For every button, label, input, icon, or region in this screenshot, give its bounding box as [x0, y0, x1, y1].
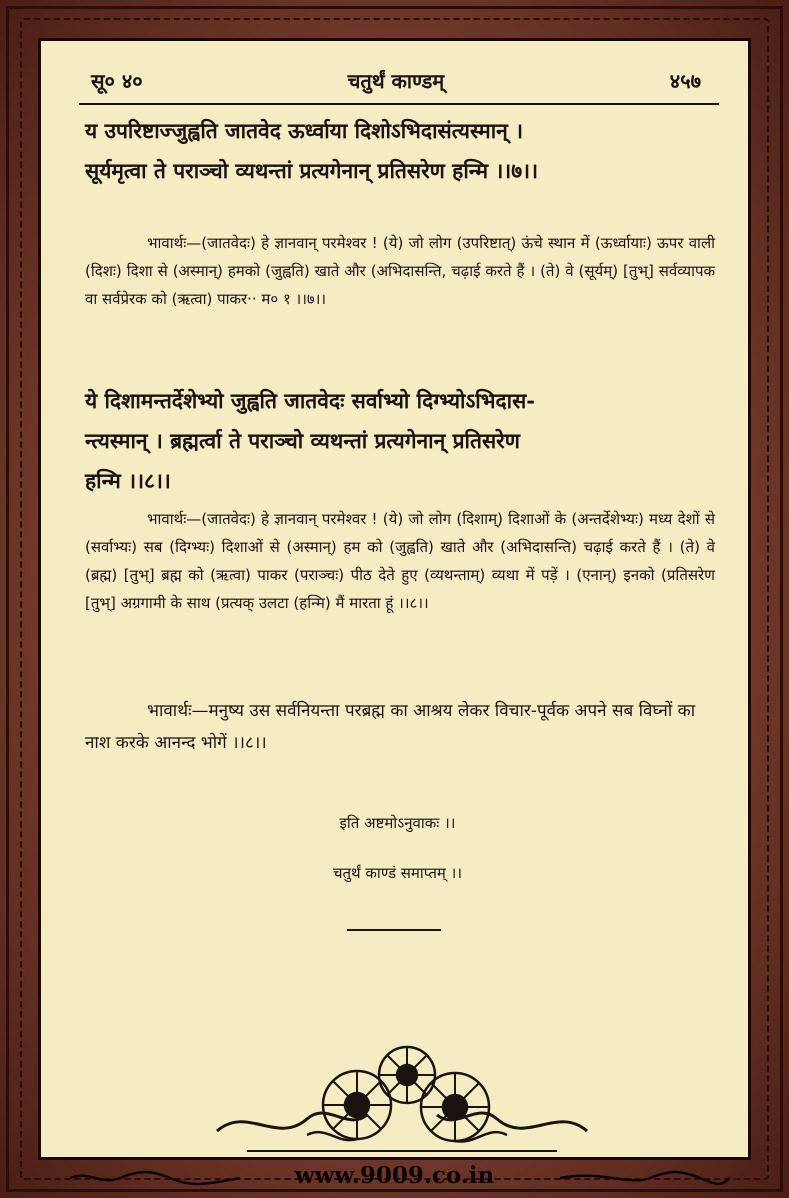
- verse-8-line-2: न्त्यस्मान् । ब्रह्मर्त्वा ते पराञ्चो व्यथन्तां प्रत्यगेनान् प्रतिसरेण: [85, 428, 520, 453]
- header-divider: [79, 103, 719, 105]
- verse-7-line-1: य उपरिष्टाज्जुह्वति जातवेद ऊर्ध्वाया दिशोऽभिदासंत्यस्मान् ।: [85, 118, 524, 143]
- floral-ornament-icon: [207, 1035, 597, 1159]
- anuvaka-end: इति अष्टमोऽनुवाकः ।।: [339, 814, 456, 832]
- sukta-number: सू० ४०: [91, 69, 143, 93]
- bhavarth-7: भावार्थः—(जातवेदः) हे ज्ञानवान् परमेश्वर ! (ये) जो लोग (उपरिष्टात्) ऊंचे स्थान में (ऊर्ध्वायाः) ऊपर वाली (दिशः) दिशा से (अस्मान्) हमको (जुह्वति) खाते और (अभिदासन्ति, चढ़ाई करते हैं । (ते) वे (सूर्यम्) [तुभ्] सर्वव्यापक वा सर्वप्रेरक को (ऋत्वा) पाकर·· म० १ ।।७।।: [85, 234, 715, 308]
- scripture-page: [38, 38, 751, 1160]
- verse-8: [85, 381, 725, 501]
- verse-7: [85, 111, 725, 191]
- bhavarth-8: भावार्थः—(जातवेदः) हे ज्ञानवान् परमेश्वर ! (ये) जो लोग (दिशाम्) दिशाओं के (अन्तर्देशेभ्यः) मध्य देशों से (सर्वाभ्यः) सब (दिग्भ्यः) दिशाओं से (अस्मान्) हम को (जुह्वति) खाते और (अभिदासन्ति) चढ़ाई करते हैं । (ते) वे (ब्रह्म) [तुभ्] ब्रह्म को (ऋत्वा) पाकर (पराञ्चः) पीठ देते हुए (व्यथन्ताम्) व्यथा में पड़ें । (एनान्) इनको (प्रतिसरेण [तुभ्] अग्रगामी के साथ (प्रत्यक् उलटा (हन्मि) मैं मारता हूं ।।८।।: [85, 510, 715, 612]
- footer-swirl-right-icon: [560, 1170, 730, 1186]
- summary-paragraph: भावार्थः—मनुष्य उस सर्वनियन्ता परब्रह्म का आश्रय लेकर विचार-पूर्वक अपने सब विघ्नों का नाश करके आनन्द भोगें ।।८।।: [85, 701, 696, 753]
- kanda-title: चतुर्थं काण्डम्: [347, 69, 445, 93]
- verse-7-line-2: सूर्यमृत्वा ते पराञ्चो व्यथन्तां प्रत्यगेनान् प्रतिसरेण हन्मि ।।७।।: [85, 158, 539, 183]
- verse-8-line-1: ये दिशामन्तर्देशेभ्यो जुह्वति जातवेदः सर्वाभ्यो दिग्भ्योऽभिदास-: [85, 388, 535, 413]
- verse-8-line-3: हन्मि ।।८।।: [85, 468, 171, 493]
- page-number: ४५७: [669, 69, 701, 93]
- end-divider: [347, 929, 441, 931]
- page-header: [71, 67, 721, 101]
- kanda-complete: चतुर्थं काण्डं समाप्तम् ।।: [332, 864, 463, 882]
- footer-website: www.9009.co.in: [294, 1162, 495, 1189]
